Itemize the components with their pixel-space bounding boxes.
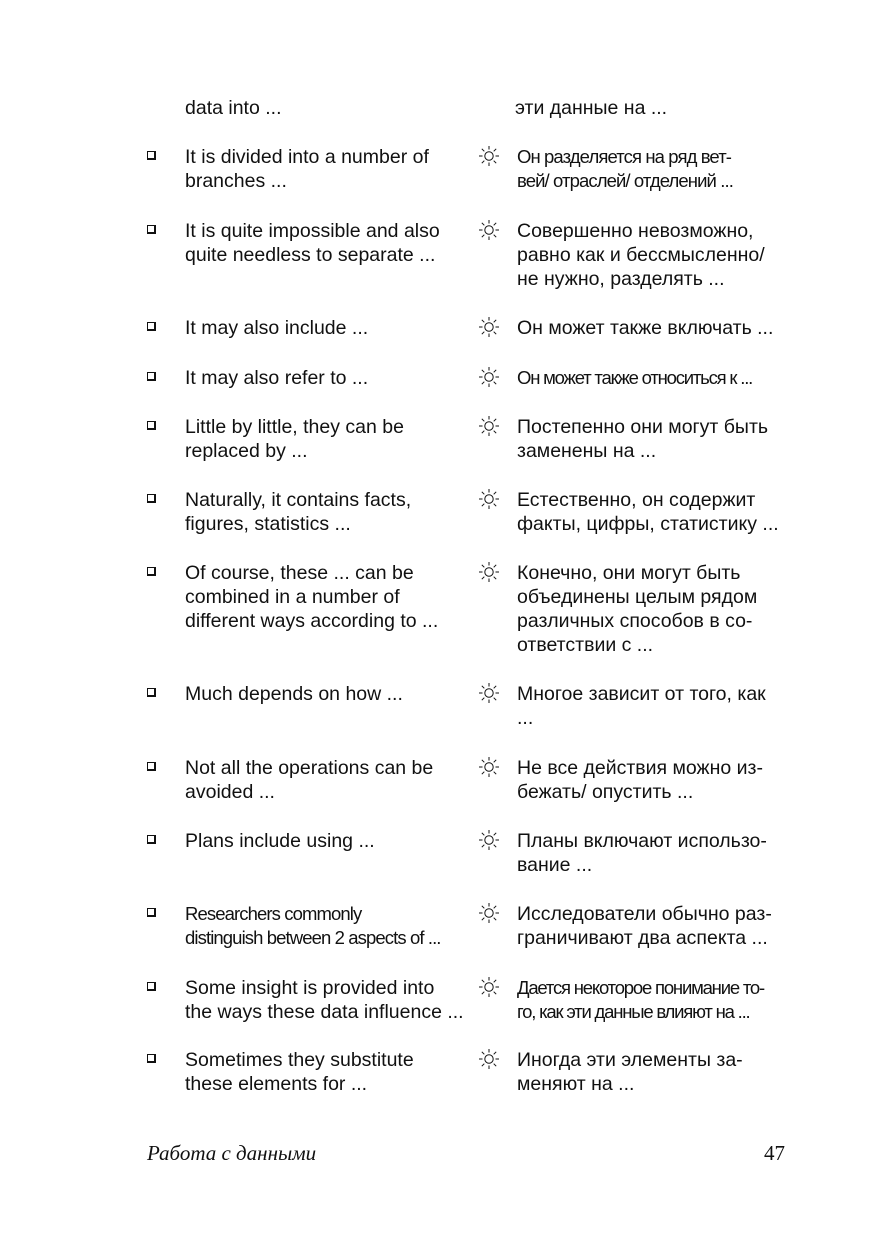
footer-title: Работа с данными: [147, 1141, 317, 1165]
row-en-text: Of course, these ... can be combined in a number of different ways according to ...: [185, 562, 439, 632]
row-ru-text: Не все действия можно из- бежать/ опустить ...: [517, 757, 763, 803]
checkbox-bullet-icon: [147, 494, 156, 503]
checkbox-bullet-icon: [147, 322, 156, 331]
sun-icon: [478, 488, 500, 510]
checkbox-bullet-icon: [147, 688, 156, 697]
row-ru-text: Естественно, он содержит факты, цифры, статистику ...: [517, 489, 779, 535]
checkbox-bullet-icon: [147, 567, 156, 576]
page-number: 47: [764, 1141, 785, 1165]
sun-icon: [478, 366, 500, 388]
sun-icon: [478, 902, 500, 924]
row-en-text: Sometimes they substitute these elements for ...: [185, 1049, 414, 1095]
row-ru-text: Он может также включать ...: [517, 317, 774, 339]
row-ru-text: Дается некоторое понимание то- го, как эти данные влияют на ...: [517, 977, 764, 1022]
checkbox-bullet-icon: [147, 225, 156, 234]
row-ru-text: Он разделяется на ряд вет- вей/ отраслей/ отделений ...: [517, 146, 733, 191]
checkbox-bullet-icon: [147, 762, 156, 771]
checkbox-bullet-icon: [147, 835, 156, 844]
checkbox-bullet-icon: [147, 908, 156, 917]
row-en-text: Some insight is provided into the ways these data influence ...: [185, 977, 464, 1023]
sun-icon: [478, 145, 500, 167]
row-en-text: Plans include using ...: [185, 830, 375, 852]
sun-icon: [478, 561, 500, 583]
sun-icon: [478, 829, 500, 851]
checkbox-bullet-icon: [147, 151, 156, 160]
checkbox-bullet-icon: [147, 1054, 156, 1063]
row-en-text: It is quite impossible and also quite needless to separate ...: [185, 220, 440, 266]
sun-icon: [478, 219, 500, 241]
checkbox-bullet-icon: [147, 421, 156, 430]
checkbox-bullet-icon: [147, 982, 156, 991]
row-en-text: It is divided into a number of branches ...: [185, 146, 429, 192]
sun-icon: [478, 415, 500, 437]
row-ru-text: Постепенно они могут быть заменены на ...: [517, 416, 769, 462]
sun-icon: [478, 682, 500, 704]
row-en-text: Little by little, they can be replaced by ...: [185, 416, 404, 462]
checkbox-bullet-icon: [147, 372, 156, 381]
row-ru-text: Исследователи обычно раз- граничивают два аспекта ...: [517, 903, 772, 949]
row-ru-text: Конечно, они могут быть объединены целым рядом различных способов в со- ответствии с ...: [517, 562, 758, 656]
row-ru-text: Многое зависит от того, как ...: [517, 683, 766, 729]
row-ru-text: Иногда эти элементы за- меняют на ...: [517, 1049, 743, 1095]
row-ru-text: Он может также относиться к ...: [517, 367, 753, 388]
sun-icon: [478, 756, 500, 778]
row-en-text: Naturally, it contains facts, figures, statistics ...: [185, 489, 412, 535]
sun-icon: [478, 1048, 500, 1070]
row-en-text: data into ...: [185, 97, 282, 119]
row-en-text: Researchers commonly distinguish between 2 aspects of ...: [185, 903, 441, 948]
row-ru-text: Совершенно невозможно, равно как и бессмысленно/ не нужно, разделять ...: [517, 220, 765, 290]
row-en-text: It may also refer to ...: [185, 367, 369, 389]
row-en-text: It may also include ...: [185, 317, 369, 339]
sun-icon: [478, 316, 500, 338]
sun-icon: [478, 976, 500, 998]
row-ru-text: эти данные на ...: [515, 97, 668, 119]
row-ru-text: Планы включают использо- вание ...: [517, 830, 767, 876]
row-en-text: Not all the operations can be avoided ...: [185, 757, 434, 803]
row-en-text: Much depends on how ...: [185, 683, 403, 705]
